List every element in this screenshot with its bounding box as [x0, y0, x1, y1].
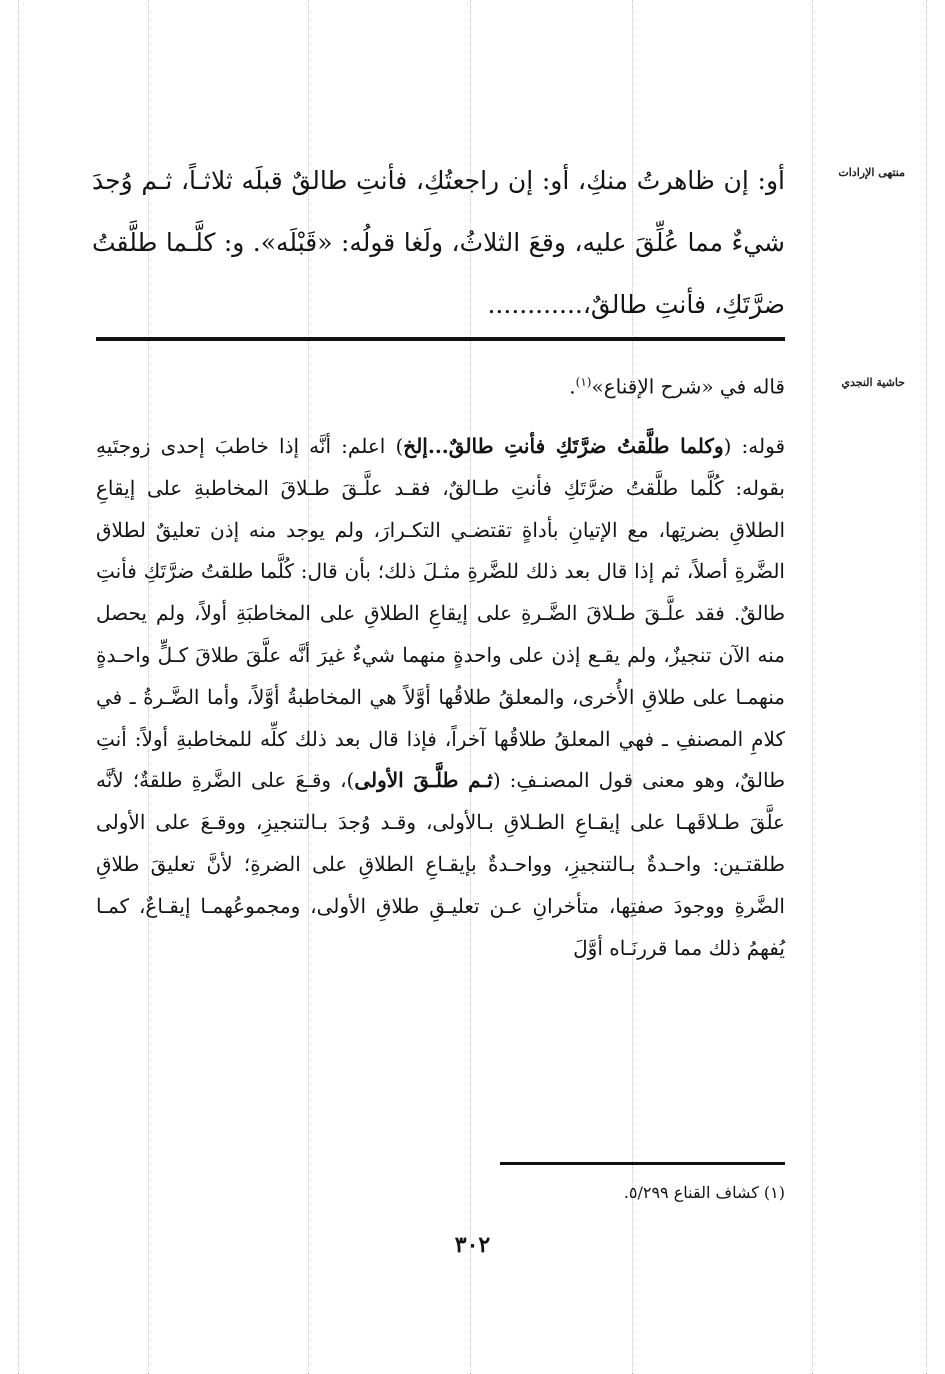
footnote-divider [500, 1162, 785, 1165]
margin-guide [926, 0, 927, 1374]
commentary-text: ) اعلم: أنَّه إذا خاطبَ إحدى زوجتَيهِ بقوله: كُلَّما طلَّقتُ ضرَّتَكِ فأنتِ طـالقٌ، فقـد علَّـقَ طـلاقَ المخاطبةِ على إيقاعِ الطلاقِ بضرتِها، مع الإتيانِ بأداةٍ تقتضـي التكـرارَ، ولم يوجد منه إذن تعليقٌ لطلاق الضَّرةِ أصلاً، ثم إذا قال بعد ذلك للضَّرةِ مثـلَ ذلك؛ بأن قال: كُلَّما طلقتُ ضرَّتَكِ فأنتِ طالقٌ. فقد علَّـقَ طـلاقَ الضَّـرةِ على إيقاعِ الطلاقِ على المخاطبَةِ أولاً، ولم يحصل منه الآن تنجيزٌ، ولم يقـع إذن على واحدةٍ منهما شيءٌ غيرَ أنَّه علَّقَ طلاقَ كـلٍّ واحـدةٍ منهمـا على طلاقِ الأُخرى، والمعلقُ طلاقُها أوَّلاً هي المخاطبةُ أوَّلاً، وأما الضَّـرةُ ـ في كلامِ المصنفِ ـ فهي المعلقُ طلاقُها آخراً، فإذا قال بعد ذلك كلِّه للمخاطبةِ أولاً: أنتِ طالقٌ، وهو معنى قول المصنـفِ: ( [96, 434, 786, 793]
footnote: (١) كشاف القناع ٥/٢٩٩. [623, 1183, 785, 1202]
quoted-matn: وكلما طلَّقتُ ضرَّتَكِ فأنتِ طالقٌ...إلخ [403, 434, 724, 458]
hashiya-intro-end: . [569, 374, 576, 399]
hashiya-intro [96, 362, 785, 407]
hashiya-body [96, 426, 785, 969]
margin-guide [812, 0, 813, 1374]
matn-text [92, 150, 785, 336]
hashiya-side-label: حاشية النجدي [841, 376, 905, 389]
footnote-ref: (١) [575, 375, 592, 389]
matn-body: أو: إن ظاهرتُ منكِ، أو: إن راجعتُكِ، فأنتِ طالقٌ قبلَه ثلاثـاً، ثـم وُجدَ شيءٌ مما عُلِّقَ عليه، وقعَ الثلاثُ، ولَغا قولُه: «قَبْلَه». و: كلَّـما طلَّقتُ ضرَّتَكِ، فأنتِ طالقٌ، [92, 166, 785, 319]
quoted-matn-2: ثـم طلَّـقَ الأولى [354, 768, 493, 793]
commentary-text-2: )، وقـعَ على الضَّرةِ طلقةٌ؛ لأنَّه علَّقَ طـلاقَهـا على إيقـاعِ الطـلاقِ بـالأولى، وقـد وُجدَ بـالتنجيزِ، ووقـعَ على الأولى طلقتـين: واحـدةٌ بـالتنجيزِ، وواحـدةٌ بإيقـاعِ الطلاقِ على الضرةِ؛ لأنَّ تعليقَ طلاقِ الضَّرةِ ووجودَ صفتِها، متأخرانِ عـن تعليـقِ طلاقِ الأولى، ومجموعُهمـا إيقـاعٌ، كمـا يُفهمُ ذلك مما قررنَـاه أوَّلَ [96, 768, 785, 960]
section-divider [96, 337, 785, 341]
matn-dots: ............ [487, 290, 583, 319]
matn-side-label: منتهى الإرادات [838, 166, 905, 179]
page-number: ٣٠٢ [454, 1232, 491, 1258]
margin-guide [18, 0, 19, 1374]
hashiya-intro-text: قاله في «شرح الإقناع» [591, 374, 785, 399]
quote-prefix: قوله: ( [723, 434, 786, 458]
